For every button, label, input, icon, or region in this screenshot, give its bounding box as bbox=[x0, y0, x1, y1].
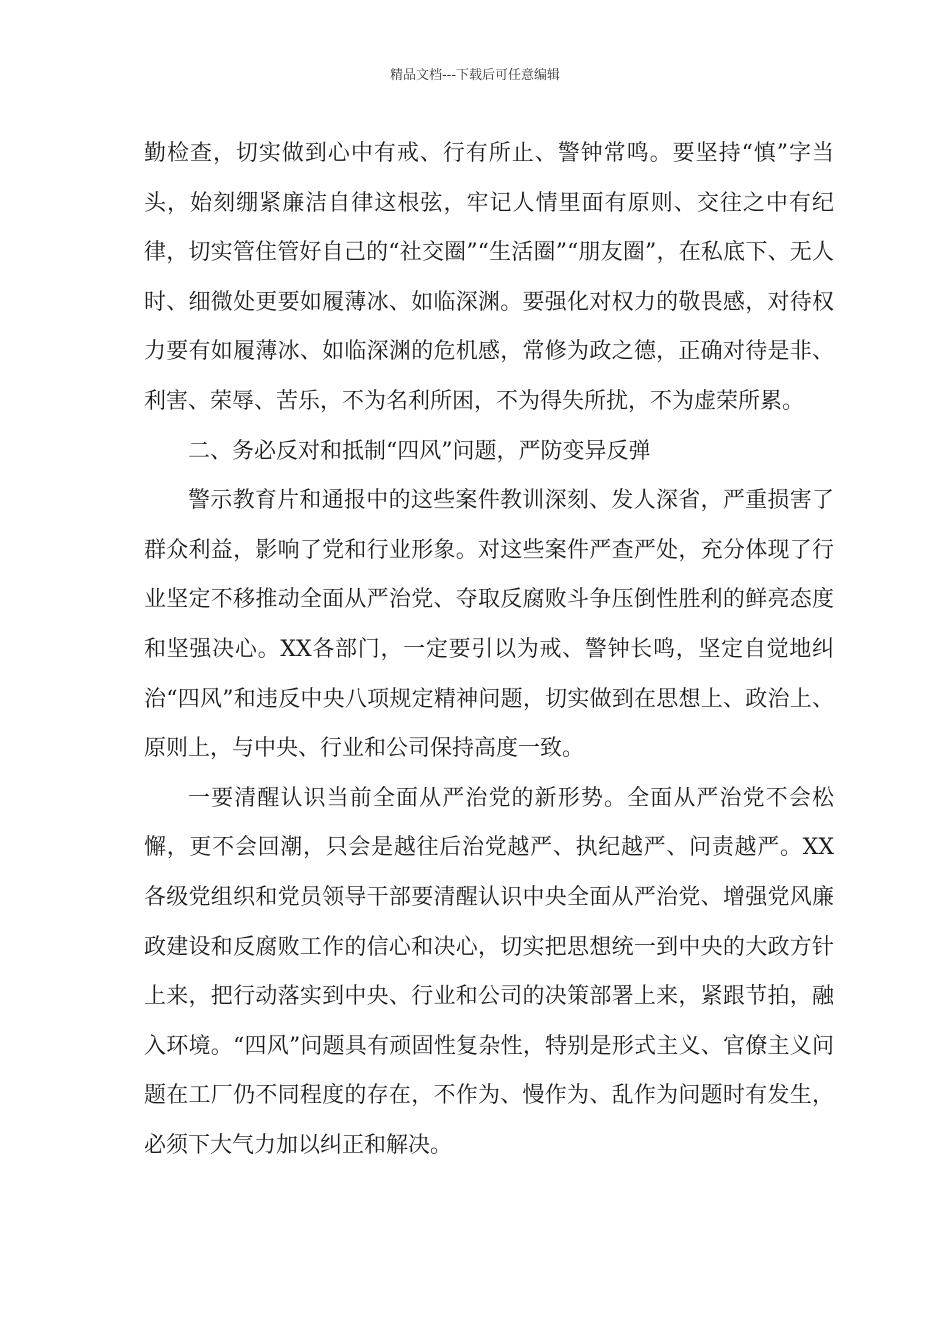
section-heading-2: 二、务必反对和抵制“四风”问题，严防变异反弹 bbox=[188, 438, 651, 464]
paragraph-3: 警示教育片和通报中的这些案件教训深刻、发人深省，严重损害了群众利益，影响了党和行业形象。对这些案件严查严处，充分体现了行业坚定不移推动全面从严治党、夺取反腐败斗争压倒性胜利的鲜亮态度和坚强决心。XX各部门，一定要引以为戒、警钟长鸣，坚定自觉地纠治“四风”和违反中央八项规定精神问题，切实做到在思想上、政治上、原则上，与中央、行业和公司保持高度一致。 bbox=[144, 488, 834, 762]
paragraph-4: 一要清醒认识当前全面从严治党的新形势。全面从严治党不会松懈，更不会回潮，只会是越往后治党越严、执纪越严、问责越严。XX各级党组织和党员领导干部要清醒认识中央全面从严治党、增强党风廉政建设和反腐败工作的信心和决心，切实把思想统一到中央的大政方针上来，把行动落实到中央、行业和公司的决策部署上来，紧跟节拍，融入环境。“四风”问题具有顽固性复杂性，特别是形式主义、官僚主义问题在工厂仍不同程度的存在，不作为、慢作为、乱作为问题时有发生，必须下大气力加以纠正和解决。 bbox=[144, 785, 834, 1158]
document-body bbox=[144, 129, 834, 1170]
paragraph-1: 勤检查，切实做到心中有戒、行有所止、警钟常鸣。要坚持“慎”字当头，始刻绷紧廉洁自律这根弦，牢记人情里面有原则、交往之中有纪律，切实管住管好自己的“社交圈”“生活圈”“朋友圈”，在私底下、无人时、细微处更要如履薄冰、如临深渊。要强化对权力的敬畏感，对待权力要有如履薄冰、如临深渊的危机感，常修为政之德，正确对待是非、利害、荣辱、苦乐，不为名利所困，不为得失所扰，不为虚荣所累。 bbox=[144, 141, 834, 414]
page-header: 精品文档---下载后可任意编辑 bbox=[389, 68, 561, 83]
